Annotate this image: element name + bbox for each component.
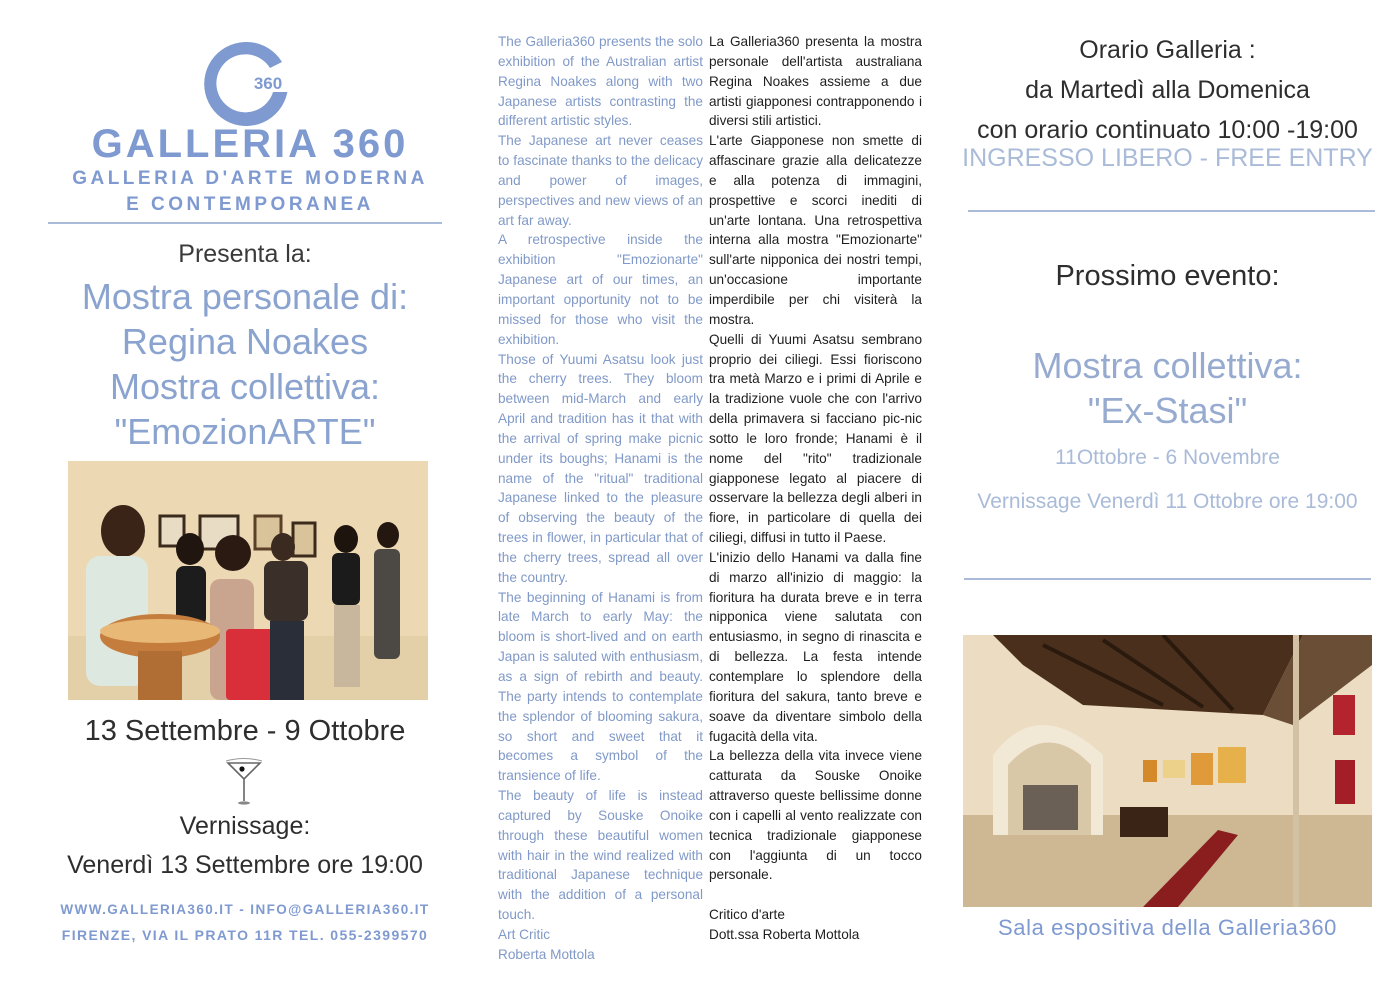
exhibition-title-line: Regina Noakes <box>121 321 369 362</box>
signature-role: Critico d'arte <box>709 907 785 923</box>
martini-glass-icon <box>224 757 264 807</box>
vernissage-label: Vernissage: <box>179 812 311 840</box>
next-event-title-line: Mostra collettiva: <box>1032 345 1303 386</box>
photo-illustration <box>963 635 1372 907</box>
paragraph: L'arte Giapponese non smette di affascinare grazie alla delicatezze e alla potenza di immagini, prospettive e scorci inediti di un'arte lontana. Una retrospettiva interna alla mostra "Emozionarte" sull'arte nipponica dei nostri tempi, un'occasione importante imperdibile per chi visiterà la mostra. <box>709 133 922 327</box>
signature-role: Art Critic <box>498 926 551 942</box>
brand-subtitle <box>40 166 460 218</box>
exhibition-title-line: Mostra collettiva: <box>109 366 381 407</box>
paragraph: The beauty of life is instead captured by Souske Onoike through these beautiful women with hair in the wind realized with traditional Japanese technique with the addition of a personal touch. <box>498 788 703 923</box>
paragraph: La Galleria360 presenta la mostra personale dell'artista australiana Regina Noakes assieme a due artisti giapponesi contrapponendo i diversi stili artistici. <box>709 34 922 129</box>
brand-subtitle-line1: GALLERIA D'ARTE MODERNA <box>72 168 428 189</box>
paragraph: The Galleria360 presents the solo exhibition of the Australian artist Regina Noakes along with two Japanese artists contrasting the different artistic styles. <box>498 34 703 129</box>
presenta-label: Presenta la: <box>178 240 312 268</box>
next-event-title-line: "Ex-Stasi" <box>1087 390 1248 431</box>
divider <box>968 210 1375 212</box>
contact-website-email[interactable]: WWW.GALLERIA360.IT - INFO@GALLERIA360.IT <box>60 902 430 917</box>
exhibition-title-line: Mostra personale di: <box>81 276 409 317</box>
paragraph: A retrospective inside the exhibition "Emozionarte" Japanese art of our times, an important opportunity not to be missed for those who visit the exhibition. <box>498 232 703 347</box>
exhibition-titles <box>40 274 450 454</box>
paragraph: La bellezza della vita invece viene catturata da Souske Onoike attraverso queste bellissime donne con i capelli al vento realizzate con tecnica tradizionale giapponese con l'aggiunta di un tocco personale. <box>709 748 922 883</box>
gallery-hours <box>955 30 1380 150</box>
paragraph: Quelli di Yuumi Asatsu sembrano proprio dei ciliegi. Essi fioriscono tra metà Marzo e i primi di Aprile e la tradizione vuole che con l'arrivo della primavera si facciano pic-nic sotto le loro fronde; Hanami è il nome del "rito" tradizionale giapponese legato al piacere di osservare la bellezza degli alberi in fiore, in particolare di quella dei ciliegi, diffusi in tutto il Paese. <box>709 331 922 546</box>
contact-address-phone: FIRENZE, VIA IL PRATO 11R TEL. 055-2399570 <box>61 927 429 943</box>
english-text-column <box>498 32 703 965</box>
gallery-room-photo <box>963 635 1372 907</box>
free-entry-label: INGRESSO LIBERO - FREE ENTRY <box>962 144 1373 172</box>
brand-name: GALLERIA 360 <box>91 122 409 166</box>
divider <box>48 222 442 224</box>
next-event-vernissage: Vernissage Venerdì 11 Ottobre ore 19:00 <box>977 490 1358 513</box>
photo-illustration <box>68 461 428 700</box>
galleria360-logo-icon <box>196 32 296 132</box>
next-event-title <box>955 343 1380 433</box>
next-event-dates: 11Ottobre - 6 Novembre <box>1055 446 1280 469</box>
divider <box>964 578 1371 580</box>
spacer <box>709 885 922 905</box>
gallery-room-caption: Sala espositiva della Galleria360 <box>998 915 1337 940</box>
italian-text-column <box>709 32 922 945</box>
hours-line: da Martedì alla Domenica <box>1025 76 1310 104</box>
brand-subtitle-line2: E CONTEMPORANEA <box>126 194 374 215</box>
next-event-label: Prossimo evento: <box>1055 260 1280 292</box>
paragraph: L'inizio dello Hanami va dalla fine di marzo all'inizio di maggio: la fioritura ha durata breve e in terra nipponica viene salutata con entusiasmo, in segno di rinascita e di bellezza. La festa intende contemplare lo splendore della fioritura del sakura, tanto breve e soave da diventare simbolo della fugacità della vita. <box>709 549 922 744</box>
signature-name: Roberta Mottola <box>498 946 595 962</box>
svg-text:360: 360 <box>253 74 283 93</box>
hours-line: Orario Galleria : <box>1079 36 1256 64</box>
signature-name: Dott.ssa Roberta Mottola <box>709 926 860 942</box>
paragraph: Those of Yuumi Asatsu look just the cherry trees. They bloom between mid-March and early April and tradition has it that with the arrival of spring make picnic under its boughs; Hanami is the name of the "ritual" traditional Japanese linked to the pleasure of observing the beauty of the trees in flower, in particular that of the cherry trees, spread all over the country. <box>498 351 703 585</box>
vernissage-date: Venerdì 13 Settembre ore 19:00 <box>67 851 423 879</box>
paragraph: The beginning of Hanami is from late March to early May: the bloom is short-lived and on earth Japan is saluted with enthusiasm, as a sign of rebirth and beauty. The party intends to contemplate the splendor of blooming sakura, so short and sweet that it becomes a symbol of the transience of life. <box>498 589 703 784</box>
exhibition-opening-photo <box>68 461 428 700</box>
paragraph: The Japanese art never ceases to fascinate thanks to the delicacy and power of images, perspectives and new views of an art far away. <box>498 133 703 228</box>
exhibition-title-line: "EmozionARTE" <box>114 411 376 452</box>
hours-line: con orario continuato 10:00 -19:00 <box>977 116 1358 144</box>
exhibition-dates: 13 Settembre - 9 Ottobre <box>84 715 406 747</box>
